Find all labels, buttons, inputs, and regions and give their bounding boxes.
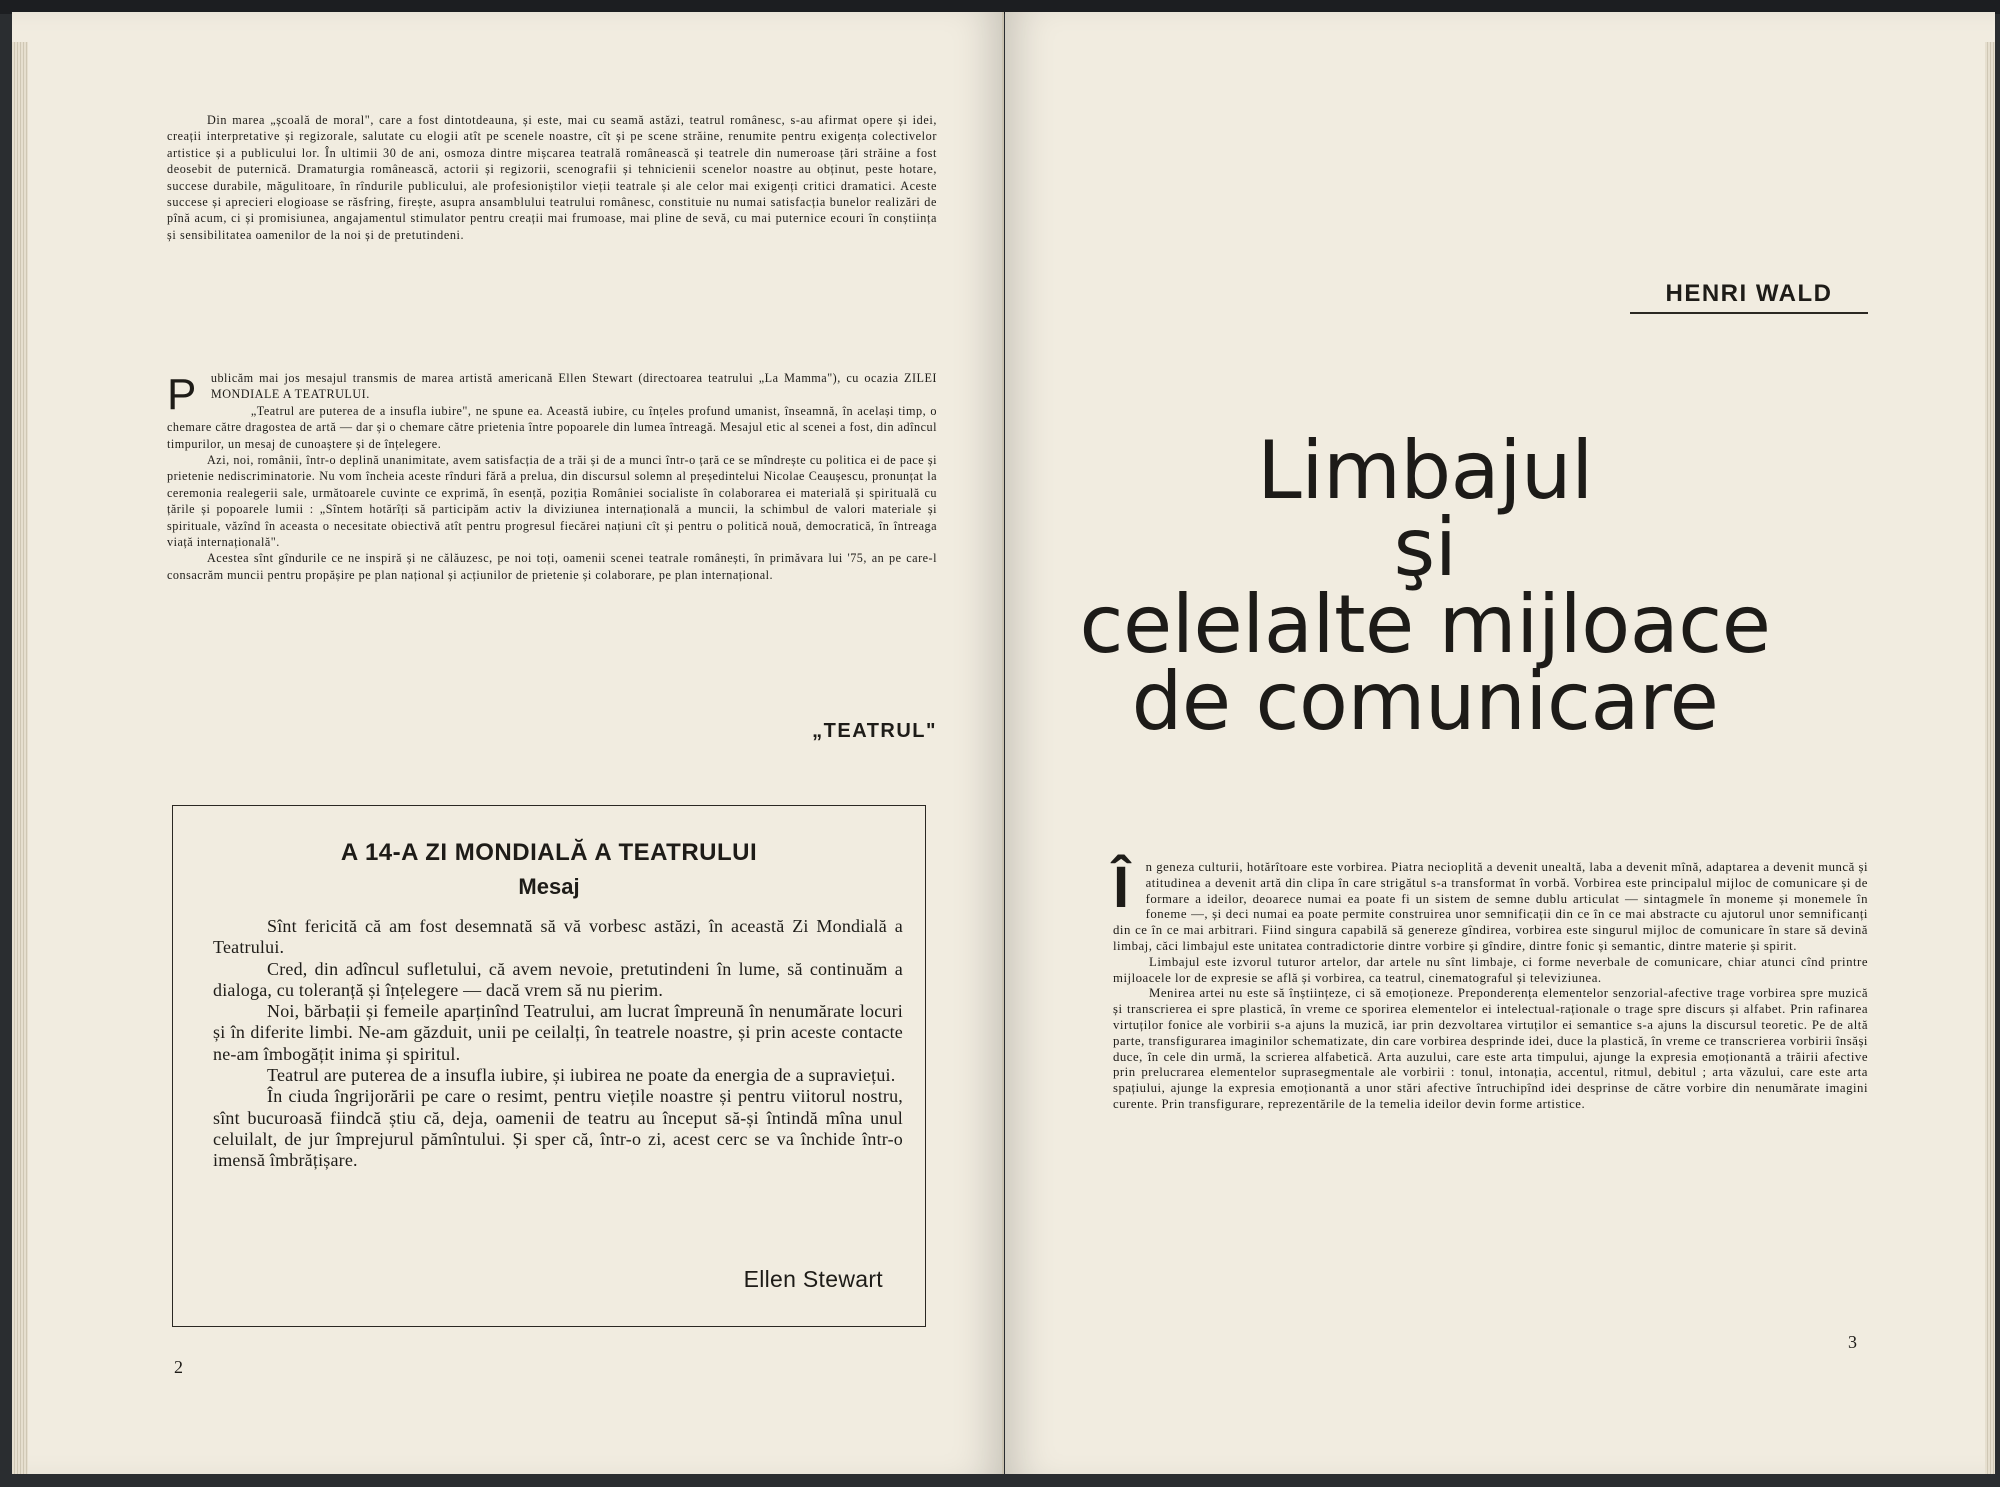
box-signature: Ellen Stewart <box>743 1266 883 1292</box>
box-paragraph: Teatrul are puterea de a insufla iubire, și iubirea ne poate da energia de a supraviețui. <box>267 1065 896 1086</box>
author-name: HENRI WALD <box>1630 280 1868 314</box>
box-paragraph: Noi, bărbații și femeile aparținînd Teatrului, am lucrat împreună în nenumărate locuri și în diferite limbi. Ne-am găzduit, unii pe ceilalți, în teatrele noastre, și prin aceste contacte ne-am îmbogățit inima și spiritul. <box>213 1001 903 1064</box>
page-number-right: 3 <box>1848 1332 1857 1352</box>
article-paragraph: Î n geneza culturii, hotărîtoare este vorbirea. Piatra necioplită a devenit unealtă, laba a devenit mînă, adaptarea a devenit muncă și atitudinea a devenit artă din clipa în care strigătul s-a transformat în vorbă. Vorbirea este principalul mijloc de comunicare și de formare a ideilor, deoarece numai ea poate fi un sistem de semne dublu articulat — sintagmele în moneme și monemele în foneme —, și deci numai ea poate permite construirea unor semnificații din ce în ce mai abstracte cu ajutorul unor semnificanți din ce în ce mai arbitrari. Fiind singura capabilă să genereze gîndirea, vorbirea este singurul mijloc de comunicare în stare să devină limbaj, căci limbajul este unitatea contradictorie dintre vorbire și gîndire, dintre fonic și semantic, dintre materie și spirit. <box>1113 855 1868 953</box>
drop-cap: P <box>167 370 197 419</box>
intro-paragraph <box>167 112 937 243</box>
editorial-message <box>167 370 937 583</box>
page-edges-right <box>1985 42 1995 1474</box>
page-edges-left <box>12 42 28 1474</box>
message-paragraph: P ublicăm mai jos mesajul transmis de marea artistă americană Ellen Stewart (directoarea teatrului „La Mamma"), cu ocazia ZILEI MONDIALE A TEATRULUI. <box>167 370 937 419</box>
box-title: A 14-A ZI MONDIALĂ A TEATRULUI <box>340 839 758 866</box>
right-page <box>1005 12 1995 1474</box>
message-paragraph: „Teatrul are puterea de a insufla iubire", ne spune ea. Această iubire, cu înțeles profund umanist, înseamnă, în același timp, o chemare către dragostea de artă — dar și o chemare către prietenia între popoarele din lumea întreagă. Mesajul etic al scenei a fost, din adîncul timpurilor, un mesaj de cunoaștere și de înțelegere. <box>167 403 937 451</box>
article-body <box>1113 855 1868 1113</box>
intro-text: Din marea „școală de moral", care a fost dintotdeauna, și este, mai cu seamă astăzi, teatrul românesc, s-au afirmat opere și idei, creații interpretative și regizorale, salutate cu elogii atît pe scenele noastre, cît și pe scene străine, renumite pentru exigența colectivelor artistice și a publicului lor. În ultimii 30 de ani, osmoza dintre mișcarea teatrală românească și teatrele din numeroase țări străine a fost deosebit de puternică. Dramaturgia românească, actorii și regizorii, scenografii și tehnicienii scenelor noastre au obținut, peste hotare, succese durabile, măgulitoare, în rîndurile publicului, ale profesioniștilor vieții teatrale și ale celor mai exigenți critici dramatici. Aceste succese și aprecieri elogioase se răsfring, firește, asupra ansamblului teatrului românesc, constituie nu numai satisfacția bunelor realizări de pînă acum, ci și promisiunea, angajamentul stimulator pentru creații mai frumoase, mai pline de sevă, cu mai puternice ecouri în conștiința și sensibilitatea oamenilor de la noi și de pretutindeni. <box>167 113 937 242</box>
article-paragraph: Limbajul este izvorul tuturor artelor, dar artele nu sînt limbaje, ci forme neverbale de comunicare, chiar atunci cînd printre mijloacele lor de expresie se află și vorbirea, ca teatrul, cinematograful și televiziunea. <box>1113 954 1868 985</box>
box-body <box>213 916 903 1172</box>
page-number-left: 2 <box>174 1357 183 1377</box>
title-line: şi <box>1393 501 1457 594</box>
box-paragraph: În ciuda îngrijorării pe care o resimt, pentru viețile noastre și pentru viitorul nostru, sînt bucuroasă fiindcă știu că, deja, oamenii de teatru au început să-și întindă mîna unul celuilalt, de jur împrejurul pămîntului. Și sper că, într-o zi, acest cerc se va închide într-o imensă îmbrățișare. <box>213 1086 903 1171</box>
world-theatre-day-box <box>172 805 926 1327</box>
message-paragraph: Azi, noi, românii, într-o deplină unanimitate, avem satisfacția de a trăi și de a munci într-o țară ce se mîndrește cu politica ei de pace și prietenie nediscriminatorie. Nu vom încheia aceste rînduri fără a prelua, din discursul solemn al președintelui Nicolae Ceaușescu, pronunțat la ceremonia realegerii sale, următoarele cuvinte ce exprimă, în esență, poziția României socialiste în colaborarea ei materială și spirituală cu țările și popoarele lumii : „Sîntem hotărîți să participăm activ la diviziunea internațională a muncii, la schimbul de valori materiale și spirituale, văzînd în aceasta o necesitate obiectivă atît pentru progresul fiecărei națiuni cît și pentru o politică nouă, democratică, în întreaga viață internațională". <box>167 453 937 550</box>
box-subtitle: Mesaj <box>518 874 580 899</box>
left-page <box>12 12 1004 1474</box>
message-paragraph: Acestea sînt gîndurile ce ne inspiră și ne călăuzesc, pe noi toți, oamenii scenei teatrale românești, în primăvara lui '75, an pe care-l consacrăm muncii pentru propășire pe plan național și acțiunilor de prietenie și colaborare, pe plan internațional. <box>167 551 937 582</box>
editorial-signature: „TEATRUL" <box>812 720 937 742</box>
big-initial: Î <box>1113 855 1130 920</box>
article-paragraph: Menirea artei nu este să înștiințeze, ci să emoționeze. Preponderența elementelor senzorial-afective trage vorbirea spre muzică și transcrierea ei spre plastică, în vreme ce sporirea elementelor ei intelectual-raționale o trage spre discurs și alfabet. Prin rafinarea virtuților fonice ale vorbirii s-a ajuns la muzică, iar prin dezvoltarea virtuților ei semantice s-a ajuns la discursul teoretic. Pe de altă parte, transfigurarea imaginilor schematizate, din care vorbirea desprinde idei, duce la plastică, în vreme ce transcrierea vorbirii însăși duce, în cele din urmă, la scrierea alfabetică. Arta auzului, care este arta timpului, ajunge la expresia emoționantă a trăirii afective prin prelucrarea elementelor suprasegmentale ale vorbirii : tonul, intonația, accentul, ritmul, debitul ; arta văzului, care este arta spațiului, ajunge la expresia emoționantă a unor stări afective întruchipînd idei desprinse de către vorbire din nenumărate imagini curente. Prin transfigurare, reprezentările de la temelia ideilor devin forme artistice. <box>1113 986 1868 1111</box>
box-paragraph: Cred, din adîncul sufletului, că avem nevoie, pretutindeni în lume, să continuăm a dialoga, cu toleranță și înțelegere — dacă vrem să nu pierim. <box>213 958 903 1000</box>
title-line: Limbajul <box>1257 424 1593 517</box>
title-line: celelalte mijloace <box>1079 578 1771 671</box>
title-line: de comunicare <box>1131 655 1719 748</box>
box-paragraph: Sînt fericită că am fost desemnată să vă vorbesc astăzi, în această Zi Mondială a Teatrului. <box>213 916 903 958</box>
article-title <box>1075 424 1775 748</box>
